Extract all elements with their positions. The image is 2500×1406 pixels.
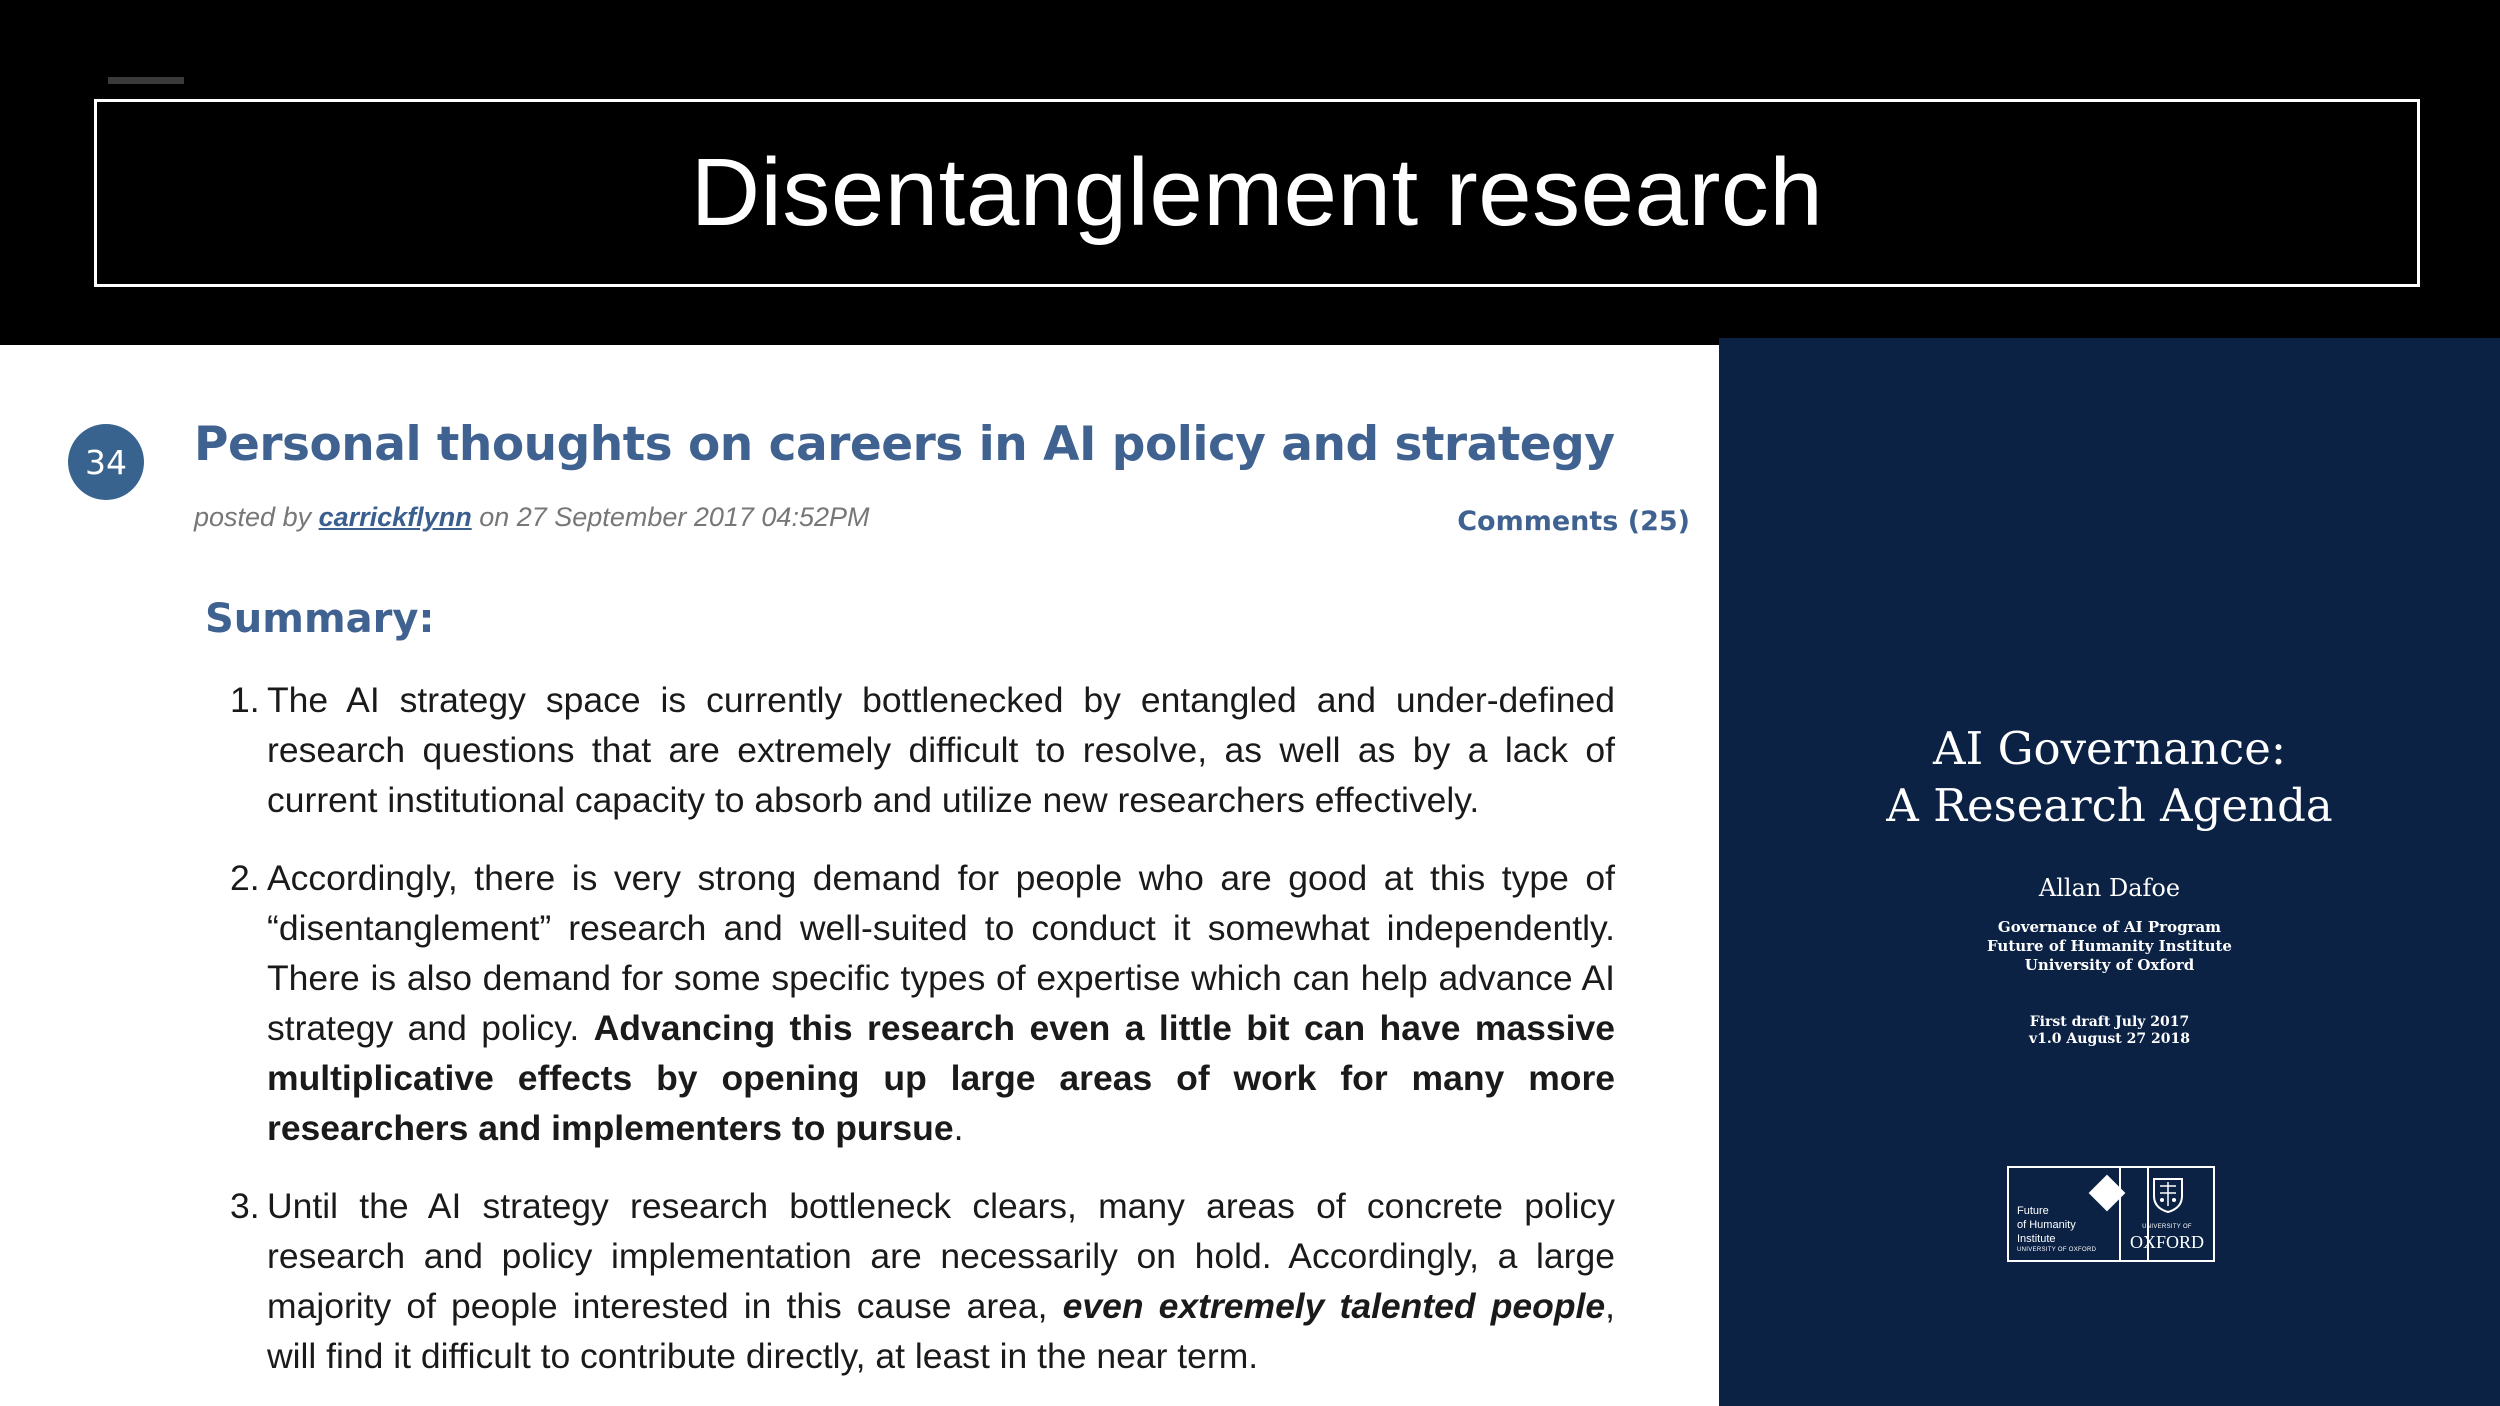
list-number: 3.	[230, 1186, 260, 1226]
comments-link[interactable]: Comments (25)	[1457, 506, 1690, 537]
oxford-crest-icon	[2151, 1176, 2185, 1214]
date-line: v1.0 August 27 2018	[2029, 1031, 2190, 1047]
fhi-logo-text	[2017, 1204, 2076, 1246]
list-text-end: .	[953, 1108, 964, 1148]
list-number: 2.	[230, 858, 260, 898]
list-text-bold-italic: even extremely talented people	[1062, 1286, 1606, 1326]
list-number: 1.	[230, 680, 260, 720]
cover-title-line1: AI Governance:	[1933, 722, 2286, 775]
fhi-logo-line: of Humanity	[2017, 1219, 2076, 1231]
slide-decoration-dash	[108, 77, 184, 84]
posted-by-label: posted by	[194, 502, 312, 532]
slide-title: Disentanglement research	[690, 139, 1824, 246]
summary-list	[230, 675, 1615, 1406]
cover-affiliation	[1719, 918, 2500, 975]
list-item	[230, 675, 1615, 825]
cover-title	[1719, 720, 2500, 834]
list-text: Until the AI strategy research bottleneck clears, many areas of concrete policy research and policy implementation are necessarily on hold. Accordingly, a large majority of people interested in this cause area,	[267, 1186, 1615, 1326]
list-item	[230, 853, 1615, 1153]
date-line: First draft July 2017	[2029, 1014, 2190, 1030]
post-date: on 27 September 2017 04:52PM	[479, 502, 870, 532]
fhi-logo-line: Future	[2017, 1205, 2049, 1217]
slide-title-box	[94, 99, 2420, 287]
list-text: Accordingly, there is very strong demand for people who are good at this type of “disentanglement” research and well-suited to conduct it somewhat independently. There is also demand for some specific types of expertise which can help advance AI strategy and policy.	[267, 858, 1615, 1048]
cover-author: Allan Dafoe	[2038, 874, 2181, 902]
affiliation-line: Governance of AI Program	[1997, 918, 2222, 936]
affiliation-line: Future of Humanity Institute	[1987, 937, 2232, 955]
oxford-logo-name: OXFORD	[2129, 1232, 2204, 1252]
oxford-logo-small: UNIVERSITY OF	[2142, 1224, 2192, 1230]
fhi-logo-small: UNIVERSITY OF OXFORD	[2017, 1247, 2097, 1253]
list-text-end: , will find it difficult to contribute directly, at least in the near term.	[267, 1286, 1615, 1376]
oxford-logo	[2119, 1166, 2215, 1262]
fhi-logo-line: Institute	[2017, 1233, 2056, 1245]
post-score-badge: 34	[68, 424, 144, 500]
author-link[interactable]: carrickflynn	[318, 502, 472, 532]
post-meta	[194, 502, 869, 533]
list-text: The AI strategy space is currently bottlenecked by entangled and under-defined research questions that are extremely difficult to resolve, as well as by a lack of current institutional capacity to absorb and utilize new researchers effectively.	[267, 680, 1615, 820]
cover-title-line2: A Research Agenda	[1886, 779, 2333, 832]
cover-dates	[1719, 1014, 2500, 1048]
affiliation-line: University of Oxford	[2024, 956, 2195, 974]
blog-post-screenshot	[0, 345, 1720, 1406]
list-item	[230, 1181, 1615, 1381]
post-title[interactable]: Personal thoughts on careers in AI policy and strategy	[194, 417, 1615, 472]
summary-heading: Summary:	[205, 596, 435, 642]
list-text-bold: Advancing this research even a little bit can have massive multiplicative effects by opening up large areas of work for many more researchers and implementers to pursue	[267, 1008, 1616, 1148]
report-cover	[1719, 338, 2500, 1406]
